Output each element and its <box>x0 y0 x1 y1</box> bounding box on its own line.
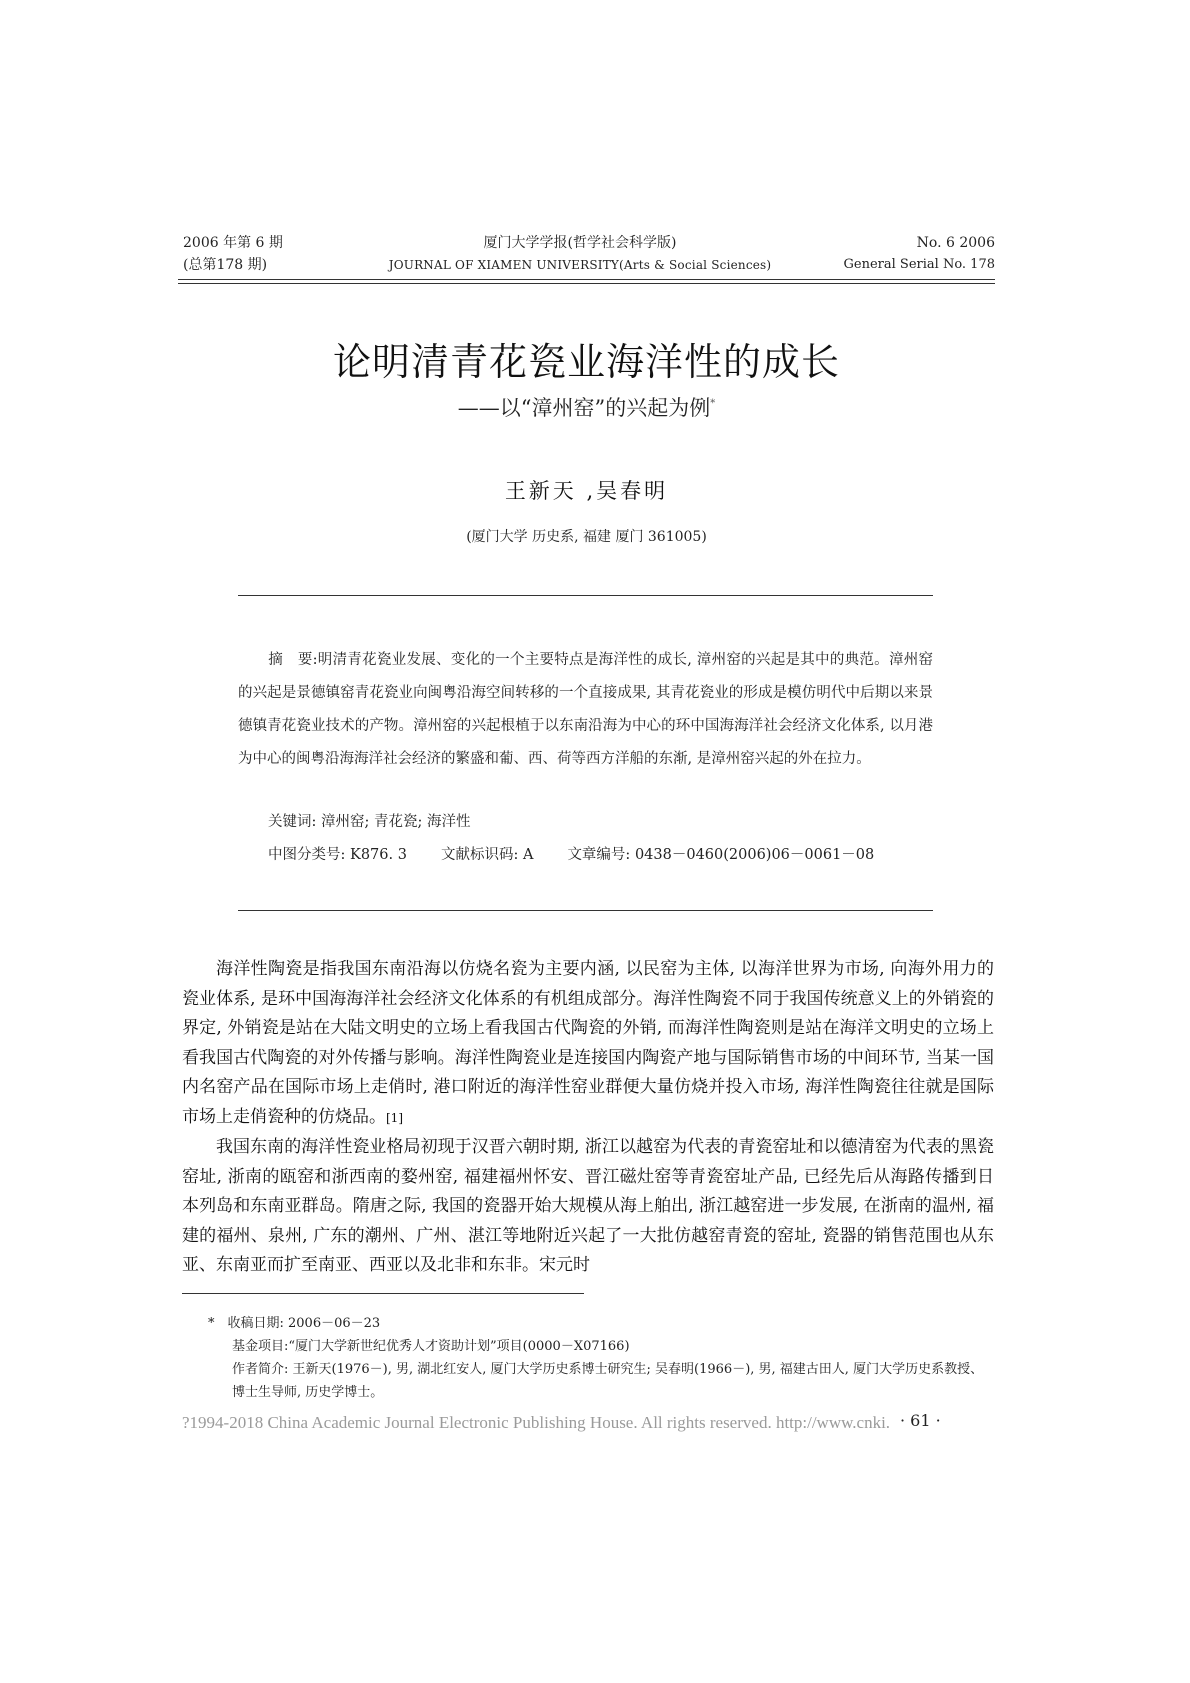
clc-value: K876. 3 <box>350 847 407 863</box>
citation-ref: [1] <box>386 1110 403 1125</box>
article-title: 论明清青花瓷业海洋性的成长 <box>332 340 840 384</box>
header-issue <box>183 232 383 276</box>
header-number-line: No. 6 2006 <box>916 235 995 251</box>
header-number <box>800 232 995 276</box>
header-serial-line: (总第178 期) <box>183 257 268 273</box>
keywords <box>268 806 933 839</box>
article-no-label: 文章编号: <box>567 847 631 863</box>
copyright-notice: ?1994-2018 China Academic Journal Electronic Publishing House. All rights reserved. http://www.cnki. <box>182 1413 891 1432</box>
footnote-rule <box>182 1293 584 1294</box>
journal-name-cn: 厦门大学学报(哲学社会科学版) <box>483 235 677 251</box>
classification-line <box>268 839 933 872</box>
header-rule-thick <box>178 279 995 280</box>
abstract-label: 摘 要: <box>268 652 318 668</box>
footnote-bio: 作者简介: 王新天(1976－), 男, 湖北红安人, 厦门大学历史系博士研究生; 吴春明(1966－), 男, 福建古田人, 厦门大学历史系教授、博士生导师, 历史学博士。 <box>232 1362 984 1400</box>
body-paragraph <box>182 1133 994 1281</box>
keywords-label: 关键词: <box>268 814 317 830</box>
header-general-serial: General Serial No. 178 <box>843 257 995 272</box>
abstract-bottom-rule <box>238 910 933 911</box>
authors: 王新天 ,吴春明 <box>504 479 669 503</box>
keywords-text: 漳州窑; 青花瓷; 海洋性 <box>321 814 471 830</box>
journal-name-en: JOURNAL OF XIAMEN UNIVERSITY(Arts & Social Sciences) <box>388 258 772 272</box>
page-number: · 61 · <box>900 1411 941 1430</box>
doc-code-value: A <box>522 847 534 863</box>
subtitle-text: ——以“漳州窑”的兴起为例 <box>457 396 711 420</box>
footnote-fund: 基金项目:“厦门大学新世纪优秀人才资助计划”项目(0000－X07166) <box>232 1339 630 1354</box>
footnotes <box>182 1312 994 1404</box>
paragraph-1-text: 海洋性陶瓷是指我国东南沿海以仿烧名瓷为主要内涵, 以民窑为主体, 以海洋世界为市场, 向海外用力的瓷业体系, 是环中国海海洋社会经济文化体系的有机组成部分。海洋性陶瓷不同于我国传统意义上的外销瓷的界定, 外销瓷是站在大陆文明史的立场上看我国古代陶瓷的外销, 而海洋性陶瓷则是站在海洋文明史的立场上看我国古代陶瓷的对外传播与影响。海洋性陶瓷业是连接国内陶瓷产地与国际销售市场的中间环节, 当某一国内名窑产品在国际市场上走俏时, 港口附近的海洋性窑业群便大量仿烧并投入市场, 海洋性陶瓷往往就是国际市场上走俏瓷种的仿烧品。 <box>182 959 994 1127</box>
body-paragraph <box>182 955 994 1133</box>
affiliation: (厦门大学 历史系, 福建 厦门 361005) <box>466 529 707 545</box>
article-subtitle <box>178 394 995 422</box>
abstract-text: 明清青花瓷业发展、变化的一个主要特点是海洋性的成长, 漳州窑的兴起是其中的典范。漳州窑的兴起是景德镇窑青花瓷业向闽粤沿海空间转移的一个直接成果, 其青花瓷业的形成是模仿明代中后期以来景德镇青花瓷业技术的产物。漳州窑的兴起根植于以东南沿海为中心的环中国海海洋社会经济文化体系, 以月港为中心的闽粤沿海海洋社会经济的繁盛和葡、西、荷等西方洋船的东渐, 是漳州窑兴起的外在拉力。 <box>238 652 933 767</box>
clc-label: 中图分类号: <box>268 847 346 863</box>
subtitle-footnote-mark: * <box>710 398 716 409</box>
footnote-received: * 收稿日期: 2006－06－23 <box>208 1316 381 1331</box>
paragraph-2-text: 我国东南的海洋性瓷业格局初现于汉晋六朝时期, 浙江以越窑为代表的青瓷窑址和以德清窑为代表的黑瓷窑址, 浙南的瓯窑和浙西南的婺州窑, 福建福州怀安、晋江磁灶窑等青瓷窑址产品, 已经先后从海路传播到日本列岛和东南亚群岛。隋唐之际, 我国的瓷器开始大规模从海上舶出, 浙江越窑进一步发展, 在浙南的温州, 福建的福州、泉州, 广东的潮州、广州、湛江等地附近兴起了一大批仿越窑青瓷的窑址, 瓷器的销售范围也从东亚、东南亚而扩至南亚、西亚以及北非和东非。宋元时 <box>182 1137 994 1275</box>
doc-code-label: 文献标识码: <box>440 847 519 863</box>
header-rule-thin <box>178 283 995 284</box>
article-no-value: 0438－0460(2006)06－0061－08 <box>634 847 875 863</box>
header-issue-line: 2006 年第 6 期 <box>183 235 283 251</box>
abstract <box>238 644 933 776</box>
body-text <box>182 955 994 1281</box>
abstract-top-rule <box>238 595 933 596</box>
header-journal <box>370 232 790 276</box>
